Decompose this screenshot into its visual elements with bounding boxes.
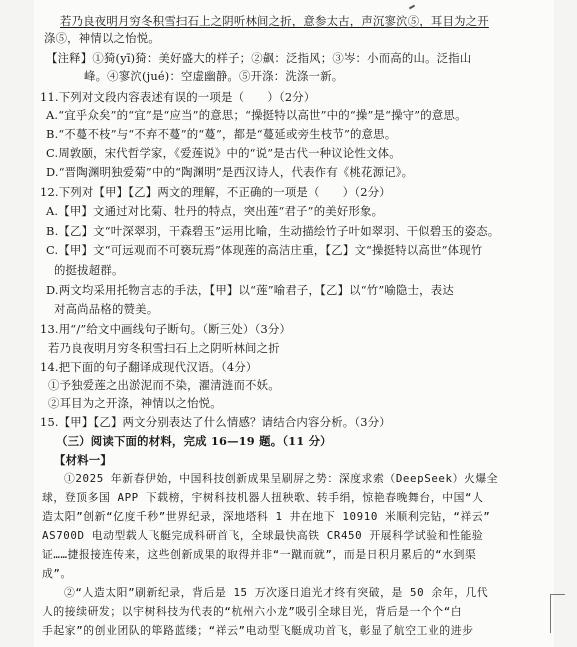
- question-12-option-d-continued: 对高尚品格的赞美。: [54, 302, 159, 316]
- question-11-option-c: C.周敦颐，宋代哲学家，《爱莲说》中的“说”是古代一种议论性文体。: [46, 146, 401, 160]
- question-15-stem: 15.【甲】【乙】两文分别表达了什么情感？请结合内容分析。（3分）: [40, 415, 391, 429]
- question-11-option-a: A.“宜乎众矣”的“宜”是“应当”的意思；“操挺特以高世”中的“操”是“操守”的意思。: [46, 108, 467, 122]
- passage-tail-line-1: 若乃良夜明月穷冬积雪扫石上之阴听林间之折，意参太古，声沉寥泬⑤，耳目为之开: [60, 14, 489, 28]
- question-14-stem: 14.把下面的句子翻译成现代汉语。（4分）: [40, 360, 258, 374]
- crop-corner-mark: [550, 594, 565, 633]
- question-12-stem: 12.下列对【甲】【乙】两文的理解，不正确的一项是（ ）（2分）: [40, 185, 391, 199]
- question-13-sentence: 若乃良夜明月穷冬积雪扫石上之阴听林间之折: [48, 341, 280, 355]
- question-14-sentence-2: ②耳目为之开涤，神情以之怡悦。: [48, 396, 222, 410]
- question-11-option-d: D.“晋陶渊明独爱菊”中的“陶渊明”是西汉诗人，代表作有《桃花源记》。: [46, 165, 414, 179]
- question-11-stem: 11.下列对文段内容表述有误的一项是（ ）（2分）: [40, 90, 316, 104]
- material-1-heading: 【材料一】: [54, 453, 112, 467]
- material-1-p1-line-1: ①2025 年新春伊始，中国科技创新成果呈刷屏之势：深度求索（DeepSeek）火爆全: [64, 472, 499, 485]
- exam-page: [34, 0, 554, 647]
- question-12-option-d: D.两文均采用托物言志的手法，【甲】以“莲”喻君子，【乙】以“竹”喻隐士，表达: [46, 283, 454, 297]
- question-14-sentence-1: ①予独爱莲之出淤泥而不染，濯清涟而不妖。: [48, 378, 280, 392]
- material-1-p2-line-2: 人的接续研发；以宇树科技为代表的“杭州六小龙”吸引全球目光，背后是一个个“白: [42, 605, 463, 618]
- material-1-p2-line-3: 手起家”的创业团队的筚路蓝缕；“祥云”电动型飞艇成功首飞，彰显了航空工业的进步: [42, 624, 474, 637]
- notes-line-2: 峰。④寥泬(jué)：空虚幽静。⑤开涤：洗涤一新。: [84, 69, 344, 83]
- question-12-option-b: B.【乙】文“叶深翠羽，干森碧玉”运用比喻，生动描绘竹子叶如翠羽、干似碧玉的姿态。: [46, 224, 500, 238]
- material-1-p1-line-6: 成”。: [42, 567, 72, 580]
- question-13-stem: 13.用“/”给文中画线句子断句。（断三处）（3分）: [40, 322, 292, 336]
- question-12-option-c-continued: 的挺拔超群。: [54, 263, 124, 277]
- question-12-option-c: C.【甲】文“可远观而不可亵玩焉”体现莲的高洁庄重，【乙】文“操挺特以高世”体现竹: [46, 243, 483, 257]
- section-3-title: （三）阅读下面的材料，完成 16—19 题。（11 分）: [56, 434, 332, 448]
- material-1-p2-line-1: ②“人造太阳”刷新纪录，背后是 15 万次逐日追光才终有突破，是 50 余年，几代: [64, 586, 489, 599]
- material-1-p1-line-3: 造太阳”创新“亿度千秒”世界纪录，深地塔科 1 井在地下 10910 米顺利完钻，“祥云”: [42, 510, 491, 523]
- material-1-p1-line-4: AS700D 电动型载人飞艇完成科研首飞，全球最快高铁 CR450 开展科学试验和性能验: [42, 529, 484, 542]
- question-12-option-a: A.【甲】文通过对比菊、牡丹的特点，突出莲“君子”的美好形象。: [46, 204, 384, 218]
- question-11-option-b: B.“不蔓不枝”与“不弃不蔓”的“蔓”，都是“蔓延或旁生枝节”的意思。: [46, 127, 397, 141]
- passage-tail-line-2: 涤⑤，神情以之怡悦。: [44, 31, 160, 45]
- material-1-p1-line-2: 球，登顶多国 APP 下载榜，宇树科技机器人扭秧歌、转手绢，惊艳春晚舞台，中国“人: [42, 491, 484, 504]
- material-1-p1-line-5: 证……捷报接连传来，这些创新成果的取得并非“一蹴而就”，而是日积月累后的“水到渠: [42, 548, 477, 561]
- notes-line-1: 【注释】①猗(yī)猗：美好盛大的样子；②飙：泛指风；③岑：小而高的山。泛指山: [46, 51, 472, 65]
